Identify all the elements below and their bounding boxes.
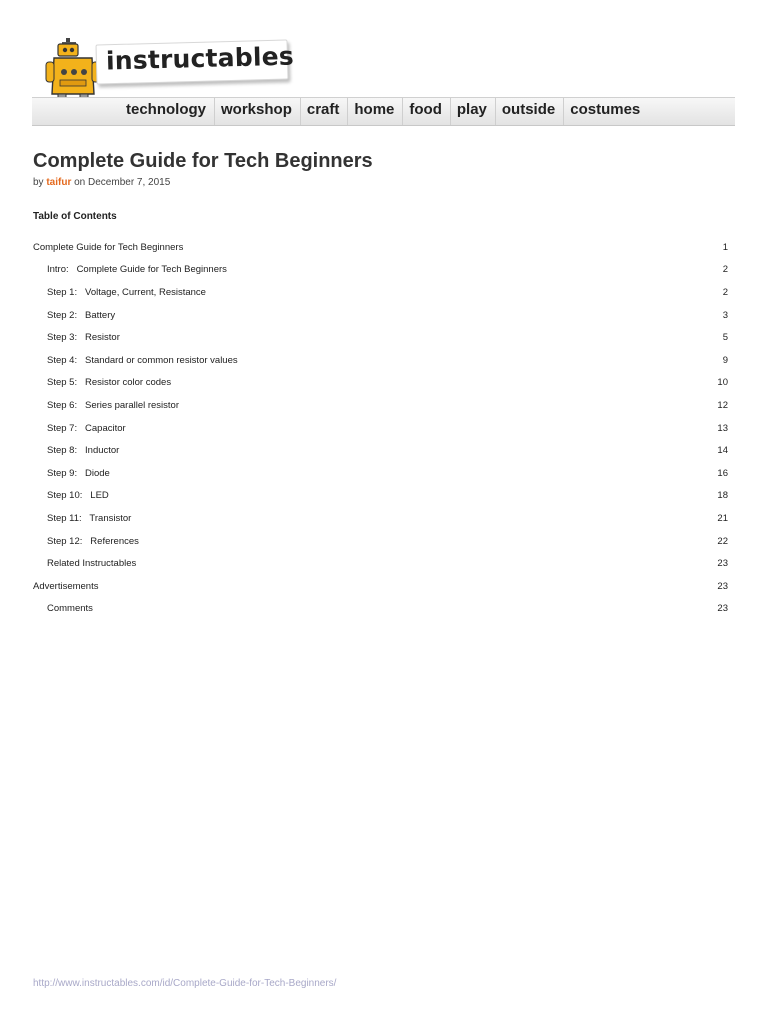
footer-url[interactable]: http://www.instructables.com/id/Complete-Guide-for-Tech-Beginners/ [33, 978, 337, 989]
toc-entry[interactable] [33, 552, 728, 575]
publish-date: on December 7, 2015 [74, 177, 171, 188]
nav-item-food[interactable]: food [403, 98, 450, 125]
toc-entry[interactable] [33, 281, 728, 304]
toc-leader-dots [116, 469, 706, 478]
toc-entry[interactable] [33, 372, 728, 395]
page-title: Complete Guide for Tech Beginners [33, 150, 373, 172]
toc-entry[interactable] [33, 439, 728, 462]
toc-entry[interactable] [33, 236, 728, 259]
toc-entry[interactable] [33, 349, 728, 372]
nav-items [120, 98, 648, 125]
toc-leader-dots [185, 401, 706, 410]
toc-leader-dots [125, 446, 706, 455]
nav-item-workshop[interactable]: workshop [215, 98, 301, 125]
byline-by: by [33, 177, 44, 188]
toc-entry[interactable] [33, 259, 728, 282]
toc-leader-dots [132, 424, 706, 433]
toc-entry-label: Intro: Complete Guide for Tech Beginners [47, 264, 227, 276]
toc-leader-dots [142, 559, 706, 568]
toc-entry-label: Complete Guide for Tech Beginners [33, 241, 184, 253]
toc-entry-label: Step 1: Voltage, Current, Resistance [47, 286, 206, 298]
toc-heading: Table of Contents [33, 211, 117, 222]
toc-page-number: 10 [717, 377, 728, 389]
toc-page-number: 23 [717, 580, 728, 592]
toc-leader-dots [104, 582, 706, 591]
toc-entry-label: Related Instructables [47, 558, 137, 570]
toc-page-number: 2 [722, 286, 728, 298]
toc-page-number: 22 [717, 535, 728, 547]
toc-entry[interactable] [33, 575, 728, 598]
toc-entry-label: Step 12: References [47, 535, 139, 547]
toc-leader-dots [126, 333, 706, 342]
toc-page-number: 23 [717, 603, 728, 615]
toc-entry[interactable] [33, 485, 728, 508]
toc-page-number: 12 [717, 399, 728, 411]
toc-leader-dots [177, 378, 706, 387]
toc-page-number: 14 [717, 445, 728, 457]
toc-entry[interactable] [33, 507, 728, 530]
toc-page-number: 9 [722, 354, 728, 366]
toc-leader-dots [121, 311, 706, 320]
toc-page-number: 21 [717, 512, 728, 524]
author-link[interactable]: taifur [46, 177, 72, 188]
toc-entry[interactable] [33, 394, 728, 417]
toc-leader-dots [189, 243, 706, 252]
toc-entry[interactable] [33, 304, 728, 327]
toc-leader-dots [145, 537, 706, 546]
nav-item-costumes[interactable]: costumes [570, 101, 641, 118]
toc-entry-label: Step 11: Transistor [47, 512, 132, 524]
toc-page-number: 3 [722, 309, 728, 321]
nav-item-home[interactable]: home [348, 98, 403, 125]
toc-entry-label: Advertisements [33, 580, 99, 592]
nav-item-craft[interactable]: craft [301, 98, 349, 125]
toc-entry-label: Step 9: Diode [47, 467, 110, 479]
toc-entry[interactable] [33, 530, 728, 553]
toc-page-number: 23 [717, 558, 728, 570]
site-logo-text[interactable]: instructables [105, 41, 295, 76]
toc-entry-label: Step 5: Resistor color codes [47, 377, 172, 389]
toc-entry[interactable] [33, 417, 728, 440]
toc-page-number: 1 [722, 241, 728, 253]
nav-item-technology[interactable]: technology [120, 98, 215, 125]
toc-entry-label: Step 3: Resistor [47, 332, 120, 344]
toc-entry-label: Comments [47, 603, 93, 615]
toc-page-number: 18 [717, 490, 728, 502]
toc-leader-dots [233, 265, 706, 274]
toc-entry-label: Step 7: Capacitor [47, 422, 126, 434]
toc-entry-label: Step 8: Inductor [47, 445, 120, 457]
toc-leader-dots [244, 356, 706, 365]
toc-entry-label: Step 6: Series parallel resistor [47, 399, 180, 411]
toc-entry[interactable] [33, 462, 728, 485]
nav-item-outside[interactable]: outside [496, 98, 564, 125]
toc-leader-dots [115, 491, 706, 500]
nav-item-play[interactable]: play [451, 98, 496, 125]
category-navbar [32, 97, 735, 126]
site-header [0, 0, 768, 130]
toc-leader-dots [137, 514, 706, 523]
toc-leader-dots [212, 288, 706, 297]
byline [33, 177, 170, 188]
table-of-contents [33, 236, 728, 620]
toc-entry[interactable] [33, 598, 728, 621]
toc-leader-dots [99, 604, 706, 613]
toc-entry-label: Step 10: LED [47, 490, 109, 502]
toc-page-number: 16 [717, 467, 728, 479]
toc-entry-label: Step 2: Battery [47, 309, 116, 321]
toc-page-number: 13 [717, 422, 728, 434]
toc-page-number: 2 [722, 264, 728, 276]
toc-entry[interactable] [33, 326, 728, 349]
toc-entry-label: Step 4: Standard or common resistor values [47, 354, 238, 366]
toc-page-number: 5 [722, 332, 728, 344]
